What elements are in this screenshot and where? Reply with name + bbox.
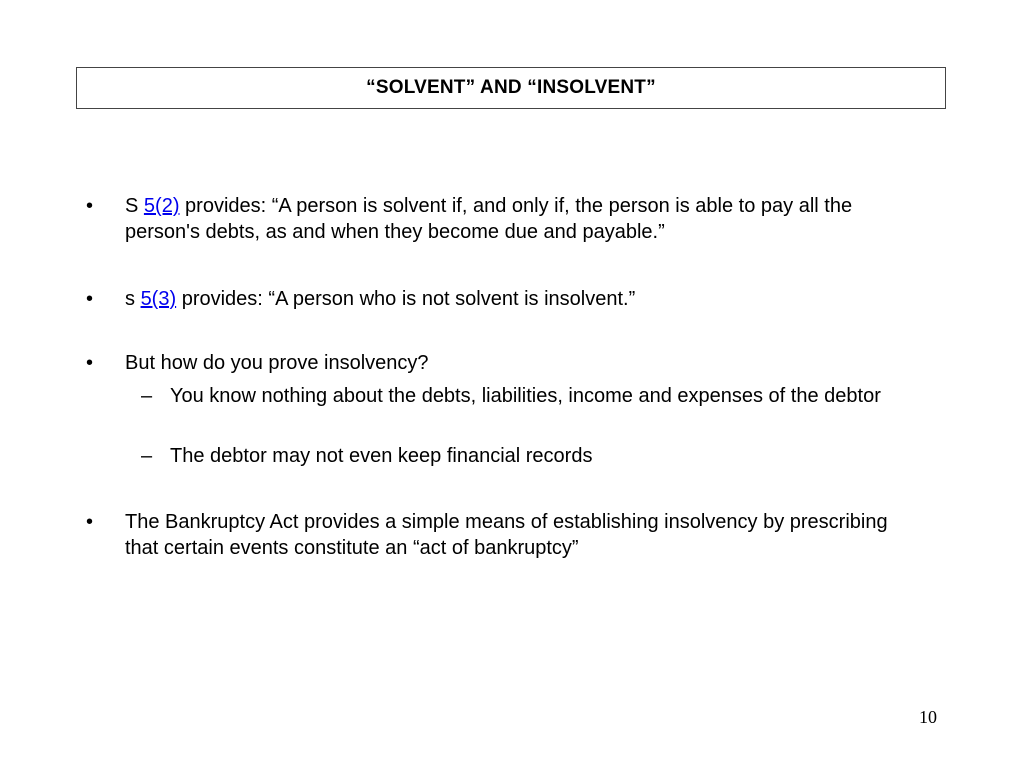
section-link-5-2[interactable]: 5(2) <box>143 195 180 217</box>
bullet-suffix: provides: “A person who is not solvent is insolvent.” <box>176 288 636 310</box>
bullet-text: The Bankruptcy Act provides a simple means of establishing insolvency by prescribing that certain events constitute an “act of bankruptcy” <box>125 511 888 559</box>
bullet-marker: • <box>86 195 94 217</box>
sub-bullet-text: You know nothing about the debts, liabilities, income and expenses of the debtor <box>170 385 881 407</box>
slide-title: “SOLVENT” AND “INSOLVENT” <box>366 77 656 98</box>
sub-bullet-marker: – <box>141 385 153 407</box>
sub-bullet-text: The debtor may not even keep financial records <box>170 445 593 467</box>
bullet-prefix: S <box>125 195 144 217</box>
bullet-marker: • <box>86 511 94 533</box>
bullet-text <box>125 286 925 312</box>
page-number: 10 <box>919 707 937 727</box>
bullet-suffix: provides: “A person is solvent if, and only if, the person is able to pay all the person's debts, as and when they become due and payable.” <box>125 195 853 243</box>
bullet-marker: • <box>86 352 94 374</box>
bullet-marker: • <box>86 288 94 310</box>
section-link-5-3[interactable]: 5(3) <box>140 288 177 310</box>
bullet-text: But how do you prove insolvency? <box>125 352 429 374</box>
sub-bullet-marker: – <box>141 445 153 467</box>
bullet-prefix: s <box>125 288 141 310</box>
bullet-text <box>125 193 925 245</box>
